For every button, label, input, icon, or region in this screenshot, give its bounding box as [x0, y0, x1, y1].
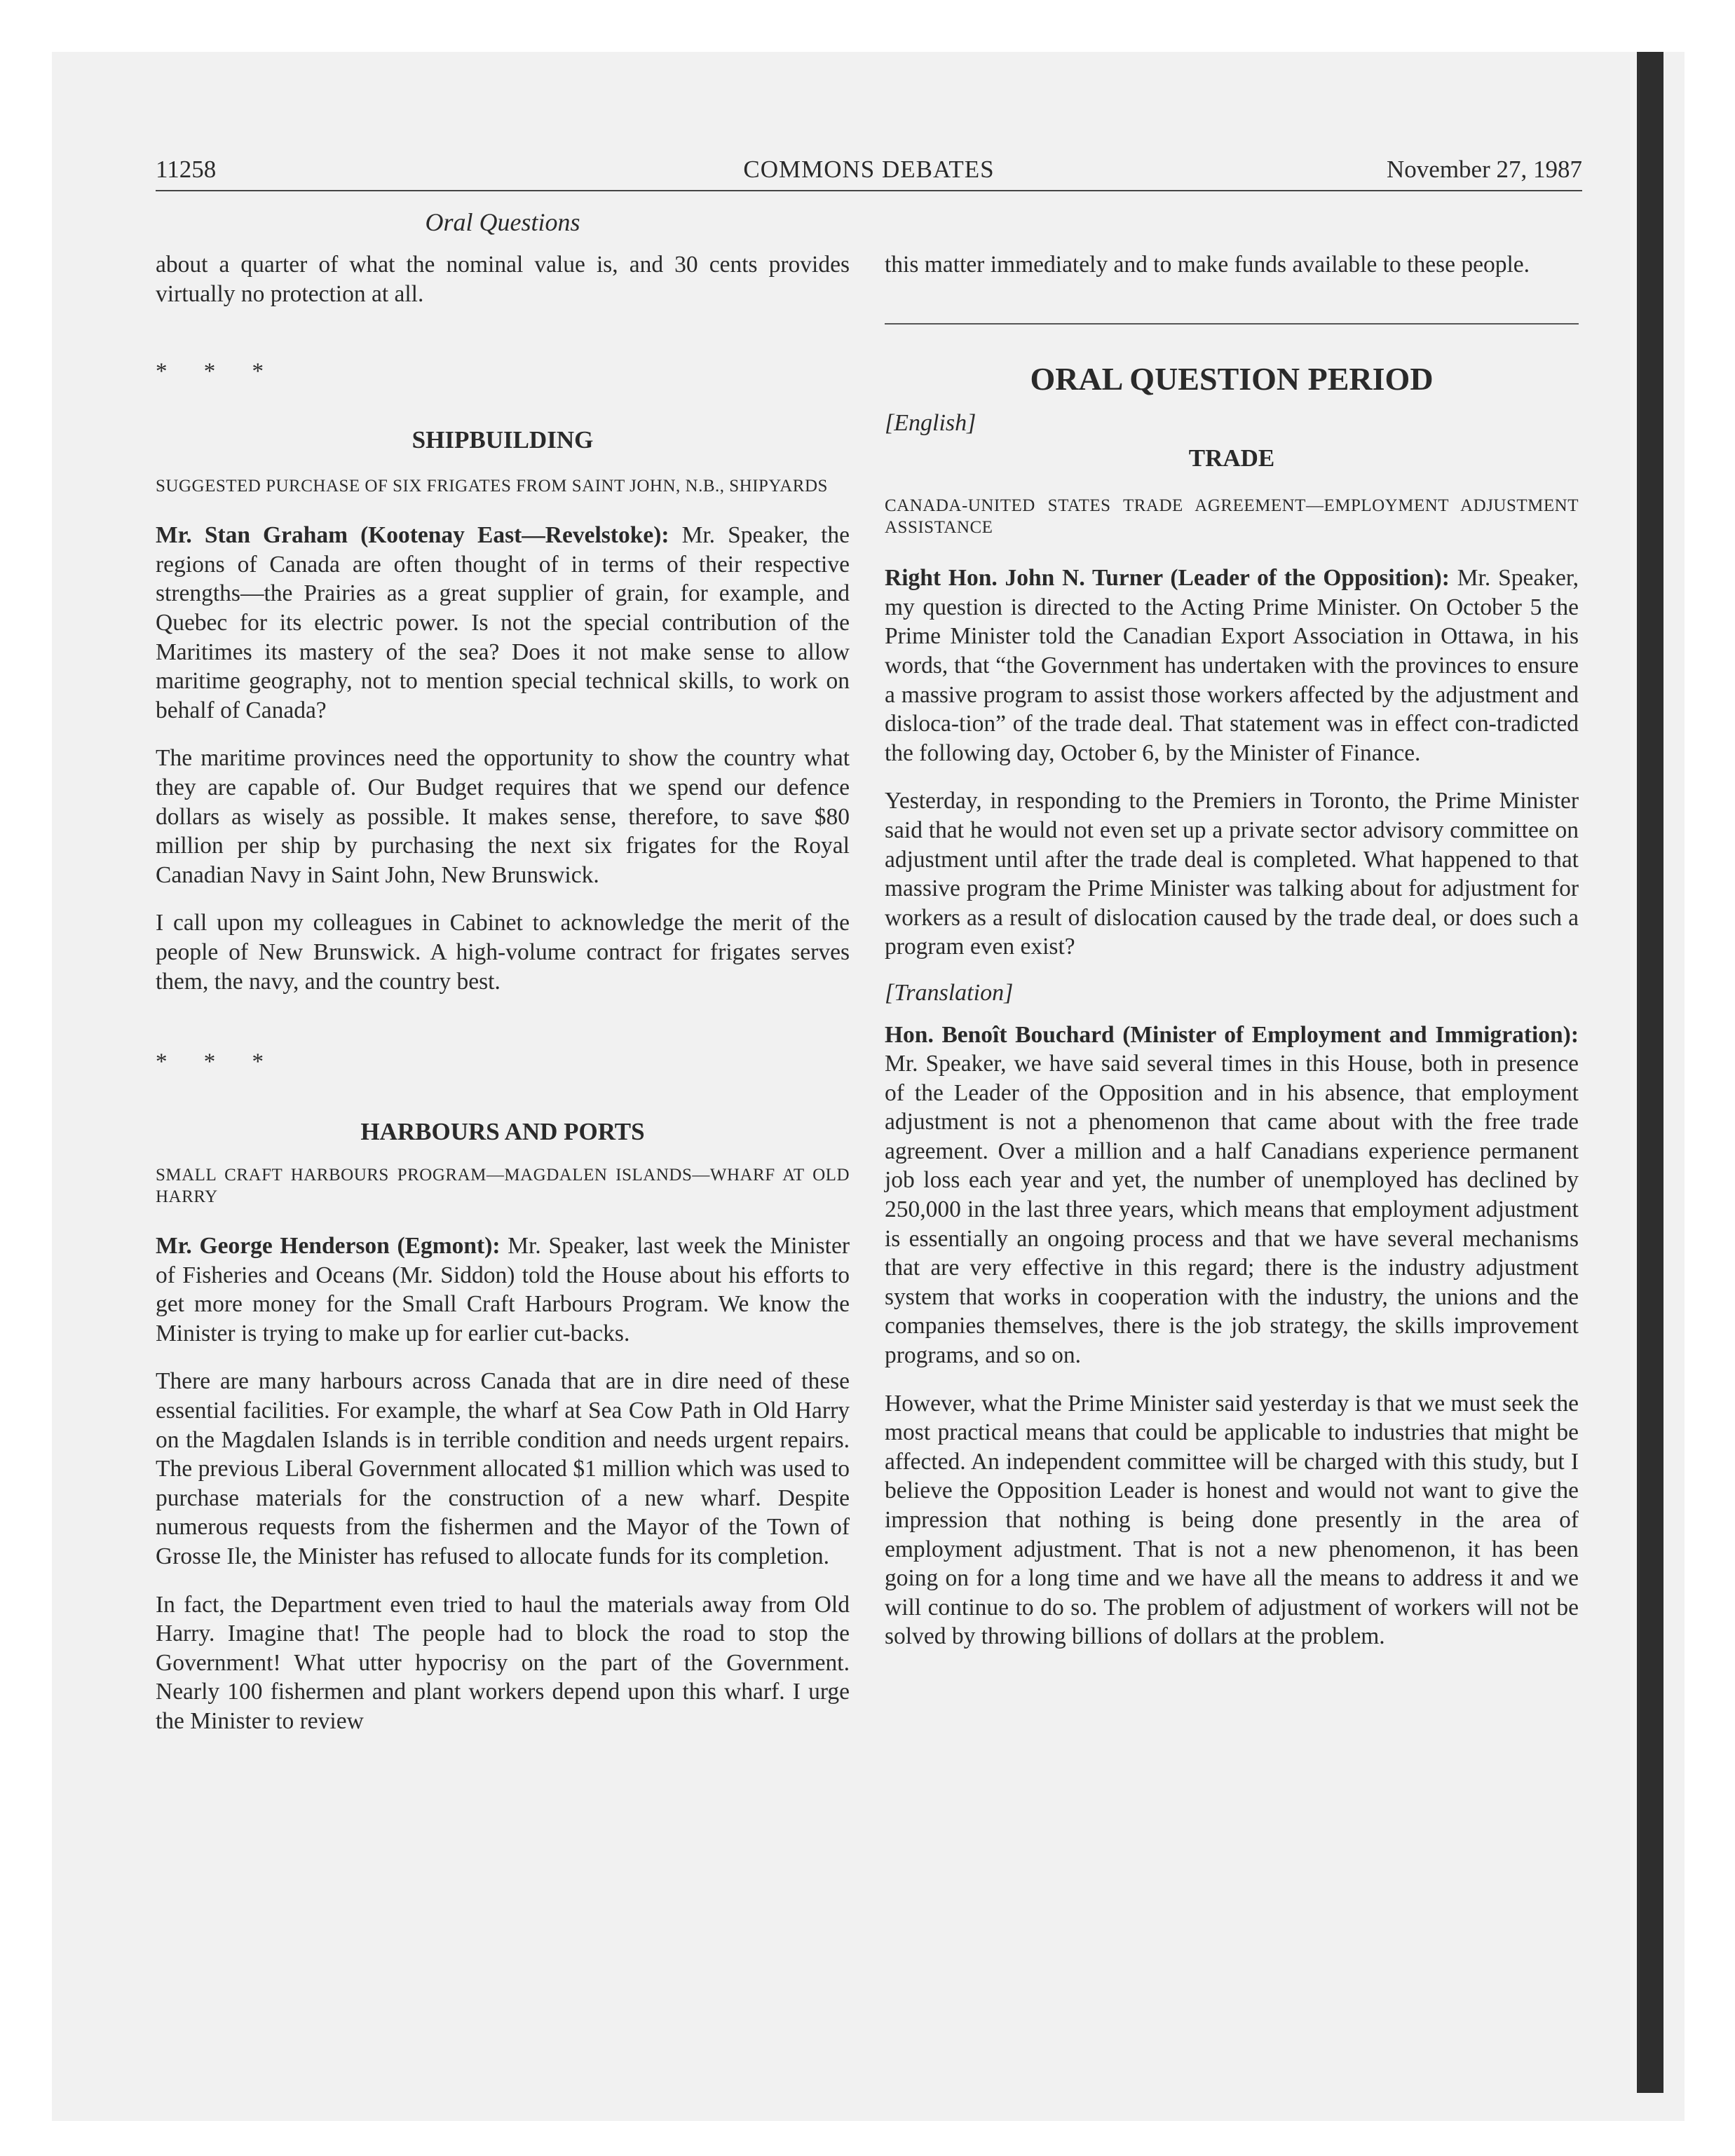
speaker-name: Hon. Benoît Bouchard (Minister of Employment and Immigration):	[885, 1021, 1579, 1048]
paragraph-bouchard-1: Hon. Benoît Bouchard (Minister of Employment and Immigration): Mr. Speaker, we have said several times in this House, both in presence of the Leader of the Opposition and in his absence, that employment adjustment is not a phenomenon that came about with the free trade agreement. Over a million and a half Canadians experience permanent job loss each year and yet, the number of unemployed has declined by 250,000 in the last three years, which means that employment adjustment is essentially an ongoing process and that we have several mechanisms that are very effective in this regard; there is the industry adjustment system that works in cooperation with the industry, the unions and the companies themselves, there is the job strategy, the skills improvement programs, and so on.	[885, 1021, 1579, 1369]
continued-paragraph: about a quarter of what the nominal value is, and 30 cents provides virtually no protection at all.	[156, 252, 850, 307]
right-column	[885, 250, 1579, 1651]
section-separator: * * *	[156, 1049, 279, 1075]
publication-date: November 27, 1987	[1387, 156, 1582, 183]
speaker-name: Mr. George Henderson (Egmont):	[156, 1233, 501, 1260]
page-number: 11258	[156, 156, 217, 183]
left-column	[156, 250, 850, 1736]
continued-paragraph: this matter immediately and to make funds available to these people.	[885, 252, 1530, 278]
language-tag: [English]	[885, 409, 977, 436]
paragraph-henderson-1: Mr. George Henderson (Egmont): Mr. Speaker, last week the Minister of Fisheries and Oceans (Mr. Siddon) told the House about his efforts to get more money for the Small Craft Harbours Program. We know the Minister is trying to make up for earlier cut-backs.	[156, 1233, 850, 1346]
section-separator: * * *	[156, 359, 279, 385]
section-tag: Oral Questions	[425, 208, 580, 236]
header-rule	[156, 190, 1582, 191]
heading-harbours: HARBOURS AND PORTS	[360, 1118, 645, 1146]
speaker-name: Mr. Stan Graham (Kootenay East—Revelstoke):	[156, 522, 669, 549]
paragraph-turner-1: Right Hon. John N. Turner (Leader of the Opposition): Mr. Speaker, my question is directed to the Acting Prime Minister. On October 5 the Prime Minister told the Canadian Export Association in Ottawa, in his words, that “the Government has undertaken with the provinces to ensure a massive program to assist those workers affected by the adjustment and disloca-tion” of the trade deal. That statement was in effect con-tradicted the following day, October 6, by the Minister of Finance.	[885, 565, 1579, 766]
paragraph-graham-1: Mr. Stan Graham (Kootenay East—Revelstoke): Mr. Speaker, the regions of Canada are often thought of in terms of their respective strengths—the Prairies as a great supplier of grain, for example, and Quebec for its electric power. Is not the special contribution of the Maritimes its mastery of the sea? Does it not make sense to allow maritime geography, not to mention special technical skills, to work on behalf of Canada?	[156, 522, 850, 723]
language-tag: [Translation]	[885, 979, 1014, 1006]
subheading-harbours: SMALL CRAFT HARBOURS PROGRAM—MAGDALEN ISLANDS—WHARF AT OLD HARRY	[156, 1166, 850, 1207]
paragraph-graham-3: I call upon my colleagues in Cabinet to acknowledge the merit of the people of New Brunswick. A high-volume contract for frigates serves them, the navy, and the country best.	[156, 910, 850, 995]
subheading-trade: CANADA-UNITED STATES TRADE AGREEMENT—EMPLOYMENT ADJUSTMENT ASSISTANCE	[885, 496, 1579, 538]
speaker-name: Right Hon. John N. Turner (Leader of the Opposition):	[885, 565, 1450, 592]
main-heading: ORAL QUESTION PERIOD	[1030, 360, 1434, 397]
paragraph-graham-2: The maritime provinces need the opportunity to show the country what they are capable of. Our Budget requires that we spend our defence dollars as wisely as possible. It makes sense, therefore, to save $80 million per ship by purchasing the next six frigates for the Royal Canadian Navy in Saint John, New Brunswick.	[156, 745, 850, 888]
heading-trade: TRADE	[1188, 444, 1275, 472]
scan-edge-bar	[1637, 52, 1663, 2093]
publication-title: COMMONS DEBATES	[743, 156, 995, 183]
paragraph-henderson-2: There are many harbours across Canada that are in dire need of these essential facilities. For example, the wharf at Sea Cow Path in Old Harry on the Magdalen Islands is in terrible condition and needs urgent repairs. The previous Liberal Government allocated $1 million which was used to purchase materials for the construction of a new wharf. Despite numerous requests from the fishermen and the Mayor of the Town of Grosse Ile, the Minister has refused to allocate funds for its completion.	[156, 1368, 850, 1570]
paragraph-henderson-3: In fact, the Department even tried to haul the materials away from Old Harry. Imagine that! The people had to block the road to stop the Government! What utter hypocrisy on the part of the Government. Nearly 100 fishermen and plant workers depend upon this wharf. I urge the Minister to review	[156, 1591, 850, 1734]
heading-shipbuilding: SHIPBUILDING	[411, 426, 594, 454]
running-head	[156, 156, 1582, 188]
column-rule	[885, 323, 1579, 325]
paragraph-turner-2: Yesterday, in responding to the Premiers in Toronto, the Prime Minister said that he would not even set up a private sector advisory committee on adjustment until after the trade deal is completed. What happened to that massive program the Prime Minister was talking about for adjustment for workers as a result of dislocation caused by the trade deal, or does such a program even exist?	[885, 788, 1579, 960]
subheading-shipbuilding: SUGGESTED PURCHASE OF SIX FRIGATES FROM SAINT JOHN, N.B., SHIPYARDS	[156, 477, 828, 496]
paragraph-bouchard-2: However, what the Prime Minister said yesterday is that we must seek the most practical means that could be applicable to industries that might be affected. An independent committee will be charged with this study, but I believe the Opposition Leader is honest and would not want to give the impression that nothing is being done presently in the area of employment adjustment. That is not a new phenomenon, it has been going on for a long time and we have all the means to address it and we will continue to do so. The problem of adjustment of workers will not be solved by throwing billions of dollars at the problem.	[885, 1390, 1579, 1650]
